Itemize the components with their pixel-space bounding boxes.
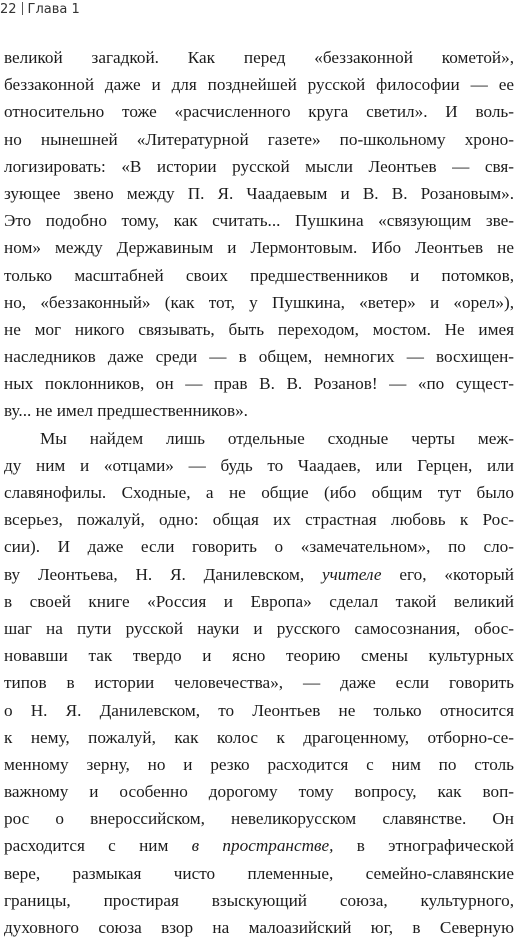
text-line: новавши так твердо и ясно теорию смены культурных bbox=[4, 646, 514, 666]
text-line: сии). И даже если говорить о «замечательном», по сло- bbox=[4, 537, 514, 557]
italic-emphasis: в пространстве, bbox=[191, 836, 334, 856]
text-line: границы, простирая взыскующий союза, культурного, bbox=[4, 890, 514, 910]
text-line: о Н. Я. Данилевском, то Леонтьев не только относится bbox=[4, 700, 514, 720]
text-line: великой загадкой. Как перед «беззаконной кометой», bbox=[4, 48, 514, 67]
running-head bbox=[0, 2, 80, 18]
text-line: только масштабней своих предшественников и потомков, bbox=[4, 265, 514, 285]
paragraph-2 bbox=[4, 425, 514, 941]
chapter-title: Глава 1 bbox=[27, 2, 80, 17]
page-number: 22 bbox=[0, 2, 17, 17]
text-run: его, «который bbox=[381, 564, 514, 584]
text-run: в этнографической bbox=[333, 836, 514, 856]
text-line: вере, размыкая чисто племенные, семейно-славянские bbox=[4, 863, 514, 883]
text-line: не мог никого связывать, быть переходом, мостом. Не имея bbox=[4, 319, 514, 339]
text-line: всерьез, пожалуй, одно: общая их страстная любовь к Рос- bbox=[4, 510, 514, 530]
text-line bbox=[4, 832, 514, 859]
text-line: Мы найдем лишь отдельные сходные черты меж- bbox=[40, 428, 514, 448]
text-line: рос о внероссийском, невеликорусском славянстве. Он bbox=[4, 809, 514, 829]
text-line: Это подобно тому, как считать... Пушкина «связующим зве- bbox=[4, 211, 514, 231]
text-line: ных поклонников, он — прав В. В. Розанов! — «по сущест- bbox=[4, 374, 514, 394]
header-separator bbox=[22, 2, 23, 15]
page-body-text bbox=[4, 44, 514, 941]
text-line: наследников даже среди — в общем, немногих — восхищен- bbox=[4, 347, 514, 367]
text-line: беззаконной даже и для позднейшей русской философии — ее bbox=[4, 75, 514, 95]
text-line: ном» между Державиным и Лермонтовым. Ибо Леонтьев не bbox=[4, 238, 514, 258]
text-line: но нынешней «Литературной газете» по-школьному хроно- bbox=[4, 129, 514, 149]
text-line: менному зерну, но и резко расходится с ним по столь bbox=[4, 754, 514, 774]
text-line: ду ним и «отцами» — будь то Чаадаев, или Герцен, или bbox=[4, 455, 514, 475]
text-line: зующее звено между П. Я. Чаадаевым и В. В. Розановым». bbox=[4, 183, 514, 203]
text-line: духовного союза взор на малоазийский юг, в Северную bbox=[4, 918, 514, 937]
text-line: славянофилы. Сходные, а не общие (ибо общим тут было bbox=[4, 483, 514, 502]
paragraph-1 bbox=[4, 44, 514, 425]
text-line: логизировать: «В истории русской мысли Леонтьев — свя- bbox=[4, 156, 514, 176]
text-line: в своей книге «Россия и Европа» сделал такой великий bbox=[4, 591, 514, 611]
text-line: типов в истории человечества», — даже если говорить bbox=[4, 673, 514, 693]
italic-emphasis: учителе bbox=[321, 564, 382, 584]
text-line: ву... не имел предшественников». bbox=[4, 401, 248, 421]
text-line: но, «беззаконный» (как тот, у Пушкина, «ветер» и «орел»), bbox=[4, 292, 514, 312]
text-line bbox=[4, 561, 514, 588]
text-line: важному и особенно дорогому тому вопросу, как воп- bbox=[4, 782, 514, 802]
text-line: к нему, пожалуй, как колос к драгоценному, отборно-се- bbox=[4, 727, 514, 747]
text-line: относительно тоже «расчисленного круга светил». И воль- bbox=[4, 102, 514, 122]
text-run: ву Леонтьева, Н. Я. Данилевском, bbox=[4, 564, 322, 584]
text-run: расходится с ним bbox=[4, 836, 192, 856]
text-line: шаг на пути русской науки и русского самосознания, обос- bbox=[4, 618, 514, 638]
